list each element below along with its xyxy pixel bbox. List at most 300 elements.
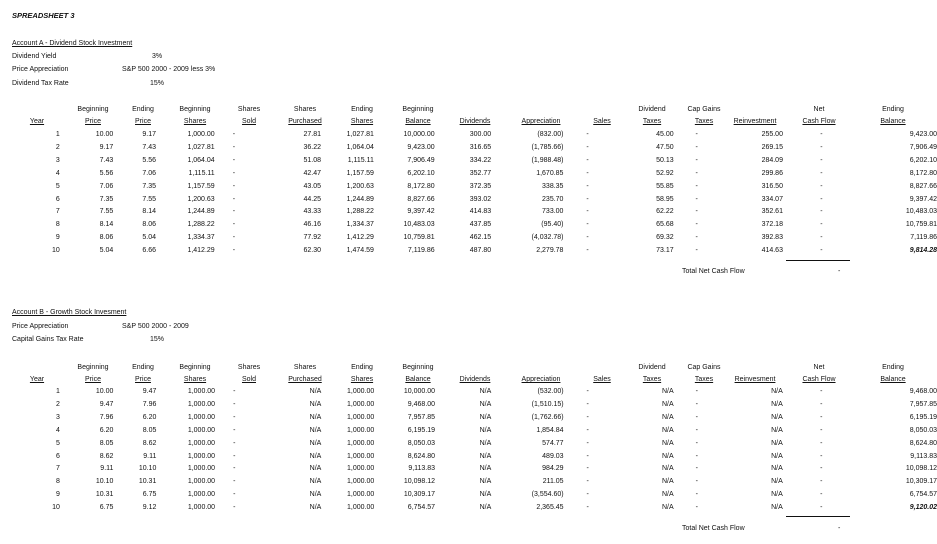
cell-reinvestment: 352.61 (761, 208, 783, 216)
cell-shares-sold: - (233, 400, 236, 408)
cell-sales: - (586, 156, 589, 164)
cell-beginning-price: 5.04 (99, 247, 114, 255)
cell-sales: - (586, 491, 589, 499)
cell-reinvestment: N/A (771, 465, 783, 473)
cell-shares-sold: - (232, 234, 236, 242)
cell-net-cash-flow: - (820, 504, 823, 512)
total-underline (786, 516, 850, 517)
cell-ending-balance: 9,814.28 (909, 247, 937, 255)
column-header-ending-balance-top: Ending (882, 364, 904, 371)
cell-dividend-taxes: 58.95 (656, 195, 674, 203)
column-header-beginning-shares-top: Beginning (179, 364, 211, 371)
cell-appreciation: 211.05 (542, 478, 564, 486)
cell-cap-gains-taxes: - (695, 208, 698, 216)
column-header-ending-shares-bottom: Shares (350, 376, 374, 383)
cell-dividends: N/A (479, 504, 492, 512)
cell-year: 10 (52, 504, 60, 512)
cell-beginning-price: 7.55 (99, 208, 114, 216)
column-header-sales-bottom: Sales (593, 376, 611, 383)
column-header-year-bottom: Year (29, 376, 45, 383)
total-net-cash-flow-value: - (838, 525, 841, 532)
cell-ending-balance: 8,172.80 (909, 169, 937, 177)
cell-ending-price: 7.06 (142, 169, 157, 177)
cell-sales: - (586, 208, 589, 216)
cell-beginning-shares: 1,000.00 (187, 452, 216, 460)
column-header-cap-gains-taxes-bottom: Taxes (694, 118, 714, 125)
cell-year: 9 (55, 234, 60, 242)
cell-ending-price: 6.20 (142, 413, 157, 421)
total-net-cash-flow-label: Total Net Cash Flow (682, 525, 745, 532)
cell-beginning-shares: 1,000.00 (187, 400, 216, 408)
cell-dividends: N/A (479, 400, 492, 408)
cell-beginning-shares: 1,000.00 (187, 478, 216, 486)
column-header-beginning-price-top: Beginning (77, 364, 109, 371)
cell-year: 1 (55, 388, 60, 395)
column-header-dividend-taxes-bottom: Taxes (642, 118, 662, 125)
cell-beginning-price: 9.17 (99, 143, 114, 151)
cell-beginning-price: 8.06 (99, 234, 114, 242)
column-header-shares-sold-bottom: Sold (241, 376, 256, 383)
cell-dividends: 487.80 (469, 247, 492, 255)
column-header-appreciation-bottom: Appreciation (521, 376, 561, 383)
cell-reinvestment: N/A (771, 452, 783, 460)
cell-sales: - (586, 221, 589, 229)
cell-year: 1 (55, 131, 60, 138)
cell-ending-shares: 1,000.00 (347, 426, 375, 434)
cell-cap-gains-taxes: - (695, 143, 698, 151)
cell-ending-balance: 7,957.85 (909, 400, 937, 408)
cell-appreciation: 1,670.85 (536, 169, 564, 177)
cell-reinvestment: 269.15 (761, 143, 783, 151)
column-header-dividend-taxes-bottom: Taxes (642, 376, 662, 383)
cell-sales: - (586, 234, 589, 242)
table-row (0, 502, 937, 515)
cell-cap-gains-taxes: - (695, 131, 698, 138)
cell-dividend-taxes: 62.22 (656, 208, 674, 216)
cell-ending-price: 10.31 (138, 478, 157, 486)
cell-dividends: 334.22 (469, 156, 492, 164)
cell-dividend-taxes: N/A (661, 478, 674, 486)
column-header-ending-shares-top: Ending (351, 364, 373, 371)
cell-beginning-balance: 8,050.03 (407, 439, 436, 447)
cell-shares-purchased: N/A (309, 400, 322, 408)
cell-net-cash-flow: - (820, 452, 823, 460)
column-header-dividends-bottom: Dividends (459, 118, 491, 125)
cell-dividend-taxes: 45.00 (656, 131, 674, 138)
cell-ending-balance: 10,098.12 (905, 465, 937, 473)
column-header-shares-sold-bottom: Sold (241, 118, 256, 125)
cell-shares-purchased: N/A (309, 465, 322, 473)
cell-beginning-balance: 10,000.00 (403, 131, 435, 138)
cell-ending-shares: 1,000.00 (347, 504, 375, 512)
cell-dividends: N/A (479, 439, 492, 447)
cell-ending-shares: 1,000.00 (347, 478, 375, 486)
cell-ending-shares: 1,115.11 (347, 156, 374, 164)
cell-beginning-shares: 1,027.81 (187, 143, 215, 151)
cell-ending-balance: 6,202.10 (909, 156, 937, 164)
param-value: 15% (150, 336, 165, 343)
total-net-cash-flow-value: - (838, 268, 841, 275)
cell-appreciation: 2,279.78 (536, 247, 564, 255)
cell-shares-sold: - (232, 221, 236, 229)
cell-year: 2 (55, 400, 60, 408)
column-header-cap-gains-taxes-top: Cap Gains (687, 364, 721, 371)
table-row (0, 206, 937, 219)
cell-beginning-shares: 1,244.89 (187, 208, 215, 216)
cell-appreciation: (1,510.15) (531, 400, 564, 408)
cell-dividend-taxes: N/A (661, 413, 674, 421)
cell-reinvestment: N/A (771, 388, 783, 395)
cell-cap-gains-taxes: - (695, 156, 698, 164)
cell-appreciation: 574.77 (542, 439, 564, 447)
column-header-ending-price-bottom: Price (135, 376, 151, 383)
cell-ending-shares: 1,000.00 (347, 400, 375, 408)
column-header-reinvestment-bottom: Reinvestment (733, 118, 777, 125)
cell-appreciation: 1,854.84 (536, 426, 564, 434)
cell-shares-sold: - (233, 452, 236, 460)
account-a-heading: Account A - Dividend Stock Investment (12, 40, 133, 47)
cell-ending-balance: 9,120.02 (909, 504, 937, 512)
cell-dividends: 393.02 (469, 195, 492, 203)
column-header-dividend-taxes-top: Dividend (638, 106, 666, 113)
cell-shares-purchased: N/A (309, 426, 322, 434)
cell-sales: - (586, 195, 589, 203)
cell-shares-purchased: N/A (309, 478, 322, 486)
cell-dividend-taxes: N/A (661, 439, 674, 447)
cell-reinvestment: N/A (771, 491, 783, 499)
cell-beginning-shares: 1,115.11 (188, 169, 215, 177)
column-header-beginning-shares-bottom: Shares (183, 118, 207, 125)
table-row (0, 219, 937, 232)
column-header-shares-purchased-bottom: Purchased (288, 376, 322, 383)
param-label: Price Appreciation (12, 323, 69, 330)
cell-ending-price: 6.66 (142, 247, 157, 255)
cell-ending-balance: 8,624.80 (909, 439, 937, 447)
cell-year: 9 (55, 491, 60, 499)
cell-dividends: 462.15 (469, 234, 492, 242)
cell-year: 3 (55, 156, 60, 164)
table-row (0, 463, 937, 476)
cell-shares-purchased: 42.47 (303, 169, 322, 177)
cell-beginning-balance: 9,468.00 (407, 400, 436, 408)
cell-net-cash-flow: - (820, 195, 823, 203)
cell-sales: - (586, 478, 589, 486)
column-header-shares-sold-top: Shares (237, 364, 261, 371)
cell-sales: - (586, 169, 589, 177)
column-header-beginning-balance-bottom: Balance (405, 118, 431, 125)
cell-ending-balance: 9,423.00 (909, 131, 937, 138)
cell-appreciation: (3,554.60) (531, 491, 564, 499)
cell-beginning-shares: 1,000.00 (187, 504, 216, 512)
cell-appreciation: (1,785.66) (531, 143, 564, 151)
cell-sales: - (586, 182, 589, 190)
cell-ending-shares: 1,064.04 (346, 143, 374, 151)
cell-reinvestment: N/A (771, 413, 783, 421)
cell-ending-shares: 1,412.29 (346, 234, 374, 242)
cell-beginning-balance: 8,172.80 (407, 182, 435, 190)
cell-ending-shares: 1,000.00 (347, 465, 375, 473)
total-underline (786, 260, 850, 261)
cell-dividends: N/A (479, 491, 492, 499)
cell-shares-sold: - (233, 413, 236, 421)
cell-cap-gains-taxes: - (695, 439, 698, 447)
cell-ending-shares: 1,474.59 (346, 247, 374, 255)
cell-beginning-balance: 10,098.12 (403, 478, 436, 486)
cell-shares-sold: - (232, 131, 236, 138)
table-row (0, 168, 937, 181)
cell-beginning-balance: 6,202.10 (407, 169, 435, 177)
cell-beginning-balance: 8,624.80 (407, 452, 436, 460)
cell-net-cash-flow: - (820, 388, 823, 395)
column-header-appreciation-bottom: Appreciation (521, 118, 561, 125)
cell-shares-purchased: 51.08 (303, 156, 322, 164)
cell-sales: - (586, 413, 589, 421)
cell-ending-price: 9.11 (143, 452, 157, 460)
cell-cap-gains-taxes: - (695, 221, 698, 229)
cell-reinvestment: 299.86 (761, 169, 783, 177)
table-row (0, 194, 937, 207)
cell-net-cash-flow: - (820, 478, 823, 486)
cell-shares-purchased: N/A (309, 439, 322, 447)
cell-reinvestment: 284.09 (761, 156, 783, 164)
cell-appreciation: 2,365.45 (536, 504, 564, 512)
param-value: 3% (152, 53, 163, 60)
cell-beginning-price: 10.31 (95, 491, 114, 499)
cell-reinvestment: N/A (771, 478, 783, 486)
column-header-net-cash-flow-top: Net (813, 364, 825, 371)
cell-year: 10 (52, 247, 60, 255)
cell-dividend-taxes: N/A (661, 400, 674, 408)
cell-beginning-balance: 7,957.85 (407, 413, 436, 421)
cell-dividends: 352.77 (469, 169, 492, 177)
cell-ending-balance: 10,483.03 (905, 208, 937, 216)
cell-ending-balance: 7,906.49 (909, 143, 937, 151)
cell-sales: - (586, 131, 589, 138)
column-header-ending-price-top: Ending (132, 364, 154, 371)
cell-beginning-price: 8.62 (99, 452, 114, 460)
cell-cap-gains-taxes: - (695, 234, 698, 242)
cell-year: 4 (55, 169, 60, 177)
cell-appreciation: (532.00) (537, 388, 564, 395)
cell-ending-balance: 7,119.86 (910, 234, 937, 242)
table-row (0, 232, 937, 245)
cell-ending-shares: 1,334.37 (346, 221, 374, 229)
cell-dividends: 414.83 (469, 208, 492, 216)
cell-shares-purchased: 43.05 (303, 182, 322, 190)
cell-ending-shares: 1,157.59 (346, 169, 374, 177)
cell-net-cash-flow: - (820, 156, 823, 164)
cell-beginning-price: 10.00 (95, 388, 114, 395)
cell-ending-balance: 8,827.66 (909, 182, 937, 190)
cell-dividend-taxes: N/A (661, 504, 674, 512)
cell-ending-shares: 1,000.00 (347, 491, 375, 499)
cell-reinvestment: 255.00 (761, 131, 783, 138)
column-header-ending-shares-bottom: Shares (350, 118, 374, 125)
table-row (0, 438, 937, 451)
param-value: S&P 500 2000 - 2009 less 3% (122, 66, 216, 73)
cell-dividends: 437.85 (469, 221, 492, 229)
cell-net-cash-flow: - (820, 221, 823, 229)
cell-ending-price: 9.12 (142, 504, 157, 512)
cell-beginning-shares: 1,000.00 (187, 439, 216, 447)
cell-cap-gains-taxes: - (695, 169, 698, 177)
cell-dividend-taxes: 50.13 (656, 156, 674, 164)
cell-beginning-shares: 1,000.00 (187, 131, 215, 138)
cell-ending-price: 8.06 (142, 221, 157, 229)
cell-dividends: N/A (479, 388, 492, 395)
cell-beginning-shares: 1,000.00 (187, 491, 216, 499)
column-header-beginning-shares-bottom: Shares (183, 376, 207, 383)
cell-ending-price: 10.10 (138, 465, 157, 473)
cell-beginning-price: 7.96 (99, 413, 114, 421)
cell-appreciation: 235.70 (542, 195, 564, 203)
cell-ending-price: 5.04 (142, 234, 157, 242)
cell-beginning-shares: 1,200.63 (187, 195, 215, 203)
cell-cap-gains-taxes: - (695, 400, 698, 408)
cell-sales: - (586, 426, 589, 434)
cell-cap-gains-taxes: - (695, 247, 698, 255)
cell-reinvestment: N/A (771, 439, 783, 447)
table-row (0, 425, 937, 438)
cell-shares-purchased: N/A (309, 388, 322, 395)
column-header-cap-gains-taxes-top: Cap Gains (687, 106, 721, 113)
cell-beginning-balance: 8,827.66 (407, 195, 435, 203)
cell-beginning-shares: 1,412.29 (187, 247, 215, 255)
cell-dividends: 300.00 (469, 131, 492, 138)
cell-beginning-price: 10.10 (95, 478, 114, 486)
cell-year: 6 (55, 195, 60, 203)
cell-year: 7 (55, 465, 60, 473)
table-row (0, 489, 937, 502)
cell-dividend-taxes: 69.32 (656, 234, 674, 242)
cell-year: 5 (55, 439, 60, 447)
column-header-ending-balance-top: Ending (882, 106, 904, 113)
cell-beginning-balance: 10,000.00 (403, 388, 436, 395)
cell-reinvestment: N/A (771, 504, 783, 512)
cell-shares-sold: - (232, 156, 236, 164)
cell-sales: - (586, 504, 589, 512)
account-b-table (0, 386, 937, 515)
cell-net-cash-flow: - (820, 143, 823, 151)
cell-ending-shares: 1,000.00 (347, 388, 375, 395)
cell-appreciation: (95.40) (541, 221, 564, 229)
cell-dividend-taxes: 65.68 (656, 221, 674, 229)
cell-ending-price: 8.05 (142, 426, 157, 434)
table-row (0, 451, 937, 464)
cell-year: 3 (55, 413, 60, 421)
column-header-beginning-price-bottom: Price (85, 118, 101, 125)
cell-shares-purchased: N/A (309, 504, 322, 512)
cell-ending-price: 6.75 (142, 491, 157, 499)
cell-beginning-price: 9.47 (99, 400, 114, 408)
param-label: Dividend Tax Rate (12, 80, 69, 87)
cell-shares-sold: - (232, 169, 236, 177)
column-header-year-bottom: Year (29, 118, 45, 125)
account-a-table (0, 129, 937, 258)
cell-beginning-balance: 10,309.17 (403, 491, 436, 499)
cell-beginning-shares: 1,288.22 (187, 221, 215, 229)
column-header-ending-price-top: Ending (132, 106, 154, 113)
cell-net-cash-flow: - (820, 234, 823, 242)
cell-beginning-price: 6.20 (99, 426, 114, 434)
cell-shares-sold: - (232, 208, 236, 216)
cell-beginning-price: 8.05 (99, 439, 114, 447)
cell-net-cash-flow: - (820, 247, 823, 255)
table-row (0, 245, 937, 258)
cell-beginning-balance: 9,397.42 (407, 208, 435, 216)
cell-dividend-taxes: N/A (661, 426, 674, 434)
cell-ending-balance: 6,195.19 (909, 413, 937, 421)
cell-shares-purchased: N/A (309, 452, 322, 460)
cell-cap-gains-taxes: - (695, 388, 698, 395)
cell-shares-purchased: 43.33 (303, 208, 322, 216)
cell-appreciation: (832.00) (537, 131, 564, 138)
cell-net-cash-flow: - (820, 131, 823, 138)
column-header-beginning-balance-top: Beginning (402, 364, 434, 371)
cell-sales: - (586, 247, 589, 255)
cell-ending-price: 5.56 (142, 156, 157, 164)
cell-cap-gains-taxes: - (695, 504, 698, 512)
cell-beginning-price: 9.11 (100, 465, 114, 473)
cell-ending-shares: 1,244.89 (346, 195, 374, 203)
table-row (0, 386, 937, 399)
cell-shares-purchased: N/A (309, 491, 322, 499)
cell-reinvestment: N/A (771, 426, 783, 434)
cell-ending-price: 7.96 (142, 400, 157, 408)
cell-beginning-shares: 1,157.59 (187, 182, 215, 190)
cell-year: 5 (55, 182, 60, 190)
cell-ending-balance: 10,759.81 (905, 221, 937, 229)
cell-ending-shares: 1,000.00 (347, 413, 375, 421)
cell-beginning-balance: 7,906.49 (407, 156, 435, 164)
column-header-ending-balance-bottom: Balance (880, 376, 906, 383)
cell-net-cash-flow: - (820, 208, 823, 216)
column-header-dividend-taxes-top: Dividend (638, 364, 666, 371)
cell-appreciation: 489.03 (542, 452, 564, 460)
cell-dividend-taxes: N/A (661, 388, 674, 395)
cell-shares-purchased: 77.92 (303, 234, 322, 242)
cell-beginning-shares: 1,000.00 (187, 413, 216, 421)
cell-beginning-balance: 10,483.03 (403, 221, 435, 229)
cell-beginning-balance: 6,754.57 (407, 504, 436, 512)
cell-ending-shares: 1,200.63 (346, 182, 374, 190)
cell-dividends: N/A (479, 478, 492, 486)
cell-appreciation: 338.35 (542, 182, 564, 190)
cell-dividends: N/A (479, 413, 492, 421)
cell-beginning-price: 7.06 (99, 182, 114, 190)
cell-appreciation: 984.29 (542, 465, 564, 473)
cell-dividend-taxes: 47.50 (656, 143, 674, 151)
cell-cap-gains-taxes: - (695, 195, 698, 203)
table-row (0, 155, 937, 168)
column-header-sales-bottom: Sales (593, 118, 611, 125)
cell-dividends: 316.65 (469, 143, 492, 151)
cell-beginning-shares: 1,000.00 (187, 465, 216, 473)
cell-shares-sold: - (233, 478, 236, 486)
cell-ending-shares: 1,000.00 (347, 439, 375, 447)
account-b-heading: Account B - Growth Stock Invesment (12, 309, 127, 316)
cell-shares-purchased: 46.16 (303, 221, 322, 229)
column-header-ending-shares-top: Ending (351, 106, 373, 113)
cell-beginning-price: 7.43 (99, 156, 114, 164)
cell-dividends: N/A (479, 452, 492, 460)
sheet-title: SPREADSHEET 3 (12, 11, 75, 20)
column-header-shares-purchased-top: Shares (293, 364, 317, 371)
cell-ending-price: 9.17 (142, 131, 157, 138)
cell-net-cash-flow: - (820, 182, 823, 190)
cell-cap-gains-taxes: - (695, 426, 698, 434)
cell-shares-sold: - (232, 182, 236, 190)
